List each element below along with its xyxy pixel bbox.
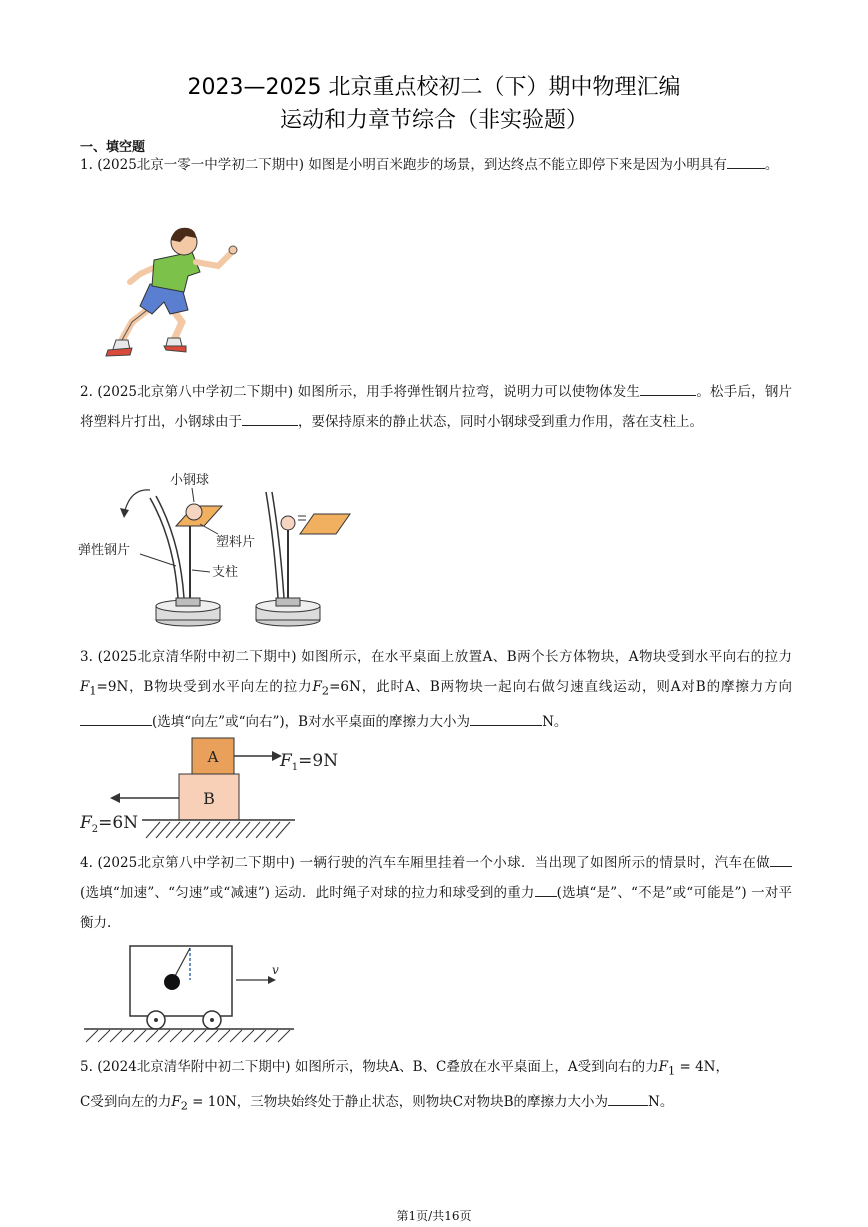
f2-label: F bbox=[80, 813, 92, 833]
f2-label-sub: 2 bbox=[91, 824, 99, 835]
q4-source: (2025北京第八中学初二下期中) bbox=[97, 855, 295, 871]
question-3 bbox=[80, 642, 792, 737]
q3-blank-1[interactable] bbox=[80, 711, 152, 726]
q3-f1-sub: 1 bbox=[89, 684, 97, 698]
f1-label-val: =9N bbox=[298, 751, 339, 771]
q2-text-b: 。松手后，钢片将塑料片打出，小钢球由于 bbox=[80, 384, 793, 430]
shirt bbox=[152, 252, 200, 292]
f1-label: F bbox=[280, 751, 292, 771]
label-ball: 小钢球 bbox=[170, 473, 210, 488]
q5-f1: F bbox=[658, 1059, 668, 1075]
q5-f1-val: = 4N bbox=[675, 1059, 716, 1075]
hanging-ball bbox=[164, 974, 180, 990]
q3-text-c: N。 bbox=[542, 713, 568, 730]
q3-number: 3. bbox=[80, 649, 93, 665]
q5-f2-sub: 2 bbox=[180, 1099, 188, 1113]
page-title: 2023—2025 北京重点校初二（下）期中物理汇编 bbox=[187, 75, 681, 100]
question-5 bbox=[80, 1052, 792, 1121]
svg-text:F2=6N bbox=[80, 813, 138, 835]
q4-blank-1[interactable] bbox=[770, 852, 792, 867]
q4-text-a: 一辆行驶的汽车车厢里挂着一个小球．当出现了如图所示的情景时，汽车在做 bbox=[299, 855, 771, 871]
label-plastic: 塑料片 bbox=[216, 535, 256, 550]
question-1 bbox=[80, 150, 792, 180]
page-subtitle: 运动和力章节综合（非实验题） bbox=[279, 108, 588, 133]
q5-text-d: ，三物块始终处于静止状态，则物块C对物块B的摩擦力大小为 bbox=[236, 1093, 609, 1110]
q2-text-a: 如图所示，用手将弹性钢片拉弯，说明力可以使物体发生 bbox=[297, 384, 641, 400]
q3-f1-val: =9N，B物块受到水平向左的拉力 bbox=[96, 679, 313, 695]
svg-text:F1=9N bbox=[279, 751, 338, 773]
f2-label-val: =6N bbox=[98, 813, 139, 833]
q5-f1-sub: 1 bbox=[668, 1064, 676, 1078]
q4-blank-2[interactable] bbox=[535, 882, 557, 897]
question-2 bbox=[80, 377, 792, 437]
q1-number: 1. bbox=[80, 157, 93, 173]
q5-text-c: C受到向左的力 bbox=[80, 1093, 172, 1110]
q5-f2: F bbox=[171, 1093, 181, 1110]
q3-text-a: 如图所示，在水平桌面上放置A、B两个长方体物块，A物块受到水平向右的拉力 bbox=[301, 649, 792, 665]
q2-blank-2[interactable] bbox=[242, 411, 298, 426]
q5-blank[interactable] bbox=[608, 1091, 648, 1106]
q1-text: 如图是小明百米跑步的场景，到达终点不能立即停下来是因为小明具有 bbox=[308, 157, 727, 173]
label-pillar: 支柱 bbox=[212, 565, 239, 580]
block-a-label: A bbox=[207, 748, 219, 766]
label-steel: 弹性钢片 bbox=[78, 543, 131, 558]
q5-number: 5. bbox=[80, 1059, 93, 1075]
q2-text-c: ，要保持原来的静止状态，同时小钢球受到重力作用，落在支柱上。 bbox=[298, 414, 703, 430]
section-heading: 一、填空题 bbox=[80, 140, 146, 155]
velocity-label: v bbox=[272, 963, 279, 977]
q5-text-e: N。 bbox=[648, 1093, 674, 1110]
q4-text-b: (选填“加速”、“匀速”或“减速”) 运动．此时绳子对球的拉力和球受到的重力 bbox=[80, 885, 535, 901]
car-figure bbox=[80, 940, 300, 1046]
page-number: 第1页/共16页 bbox=[396, 1209, 472, 1223]
steel-ball bbox=[186, 504, 202, 520]
q4-text-c: (选填“是”、“不是”或“可能是”) 一对平衡力. bbox=[80, 885, 793, 931]
car-body bbox=[130, 946, 232, 1016]
runner-figure bbox=[100, 222, 245, 364]
q1-source: (2025北京一零一中学初二下期中) bbox=[97, 157, 305, 173]
question-4 bbox=[80, 848, 792, 938]
f1-label-sub: 1 bbox=[291, 762, 299, 773]
q3-f2-val: =6N，此时A、B两物块一起向右做匀速直线运动，则A对B的摩擦力方向 bbox=[329, 679, 792, 695]
q2-number: 2. bbox=[80, 384, 93, 400]
q1-blank[interactable] bbox=[727, 154, 765, 169]
q5-text-a: 如图所示，物块A、B、C叠放在水平桌面上，A受到向右的力 bbox=[294, 1059, 659, 1075]
q3-blank-2[interactable] bbox=[470, 711, 542, 726]
steel-sheet-figure bbox=[78, 470, 358, 630]
blocks-figure bbox=[80, 734, 350, 842]
q5-f2-val: = 10N bbox=[187, 1093, 237, 1110]
q2-blank-1[interactable] bbox=[640, 381, 696, 396]
q3-f2-sub: 2 bbox=[321, 684, 330, 698]
q3-f2: F bbox=[312, 679, 322, 695]
q2-source: (2025北京第八中学初二下期中) bbox=[97, 384, 294, 400]
q4-number: 4. bbox=[80, 855, 93, 871]
q5-source: (2024北京清华附中初二下期中) bbox=[97, 1059, 291, 1075]
q3-f1: F bbox=[80, 679, 90, 695]
q3-source: (2025北京清华附中初二下期中) bbox=[97, 649, 297, 665]
q5-text-b: ， bbox=[715, 1059, 729, 1075]
q1-text-end: 。 bbox=[764, 157, 779, 173]
block-b-label: B bbox=[203, 789, 215, 808]
q3-text-b: (选填“向左”或“向右”)，B对水平桌面的摩擦力大小为 bbox=[152, 713, 471, 730]
